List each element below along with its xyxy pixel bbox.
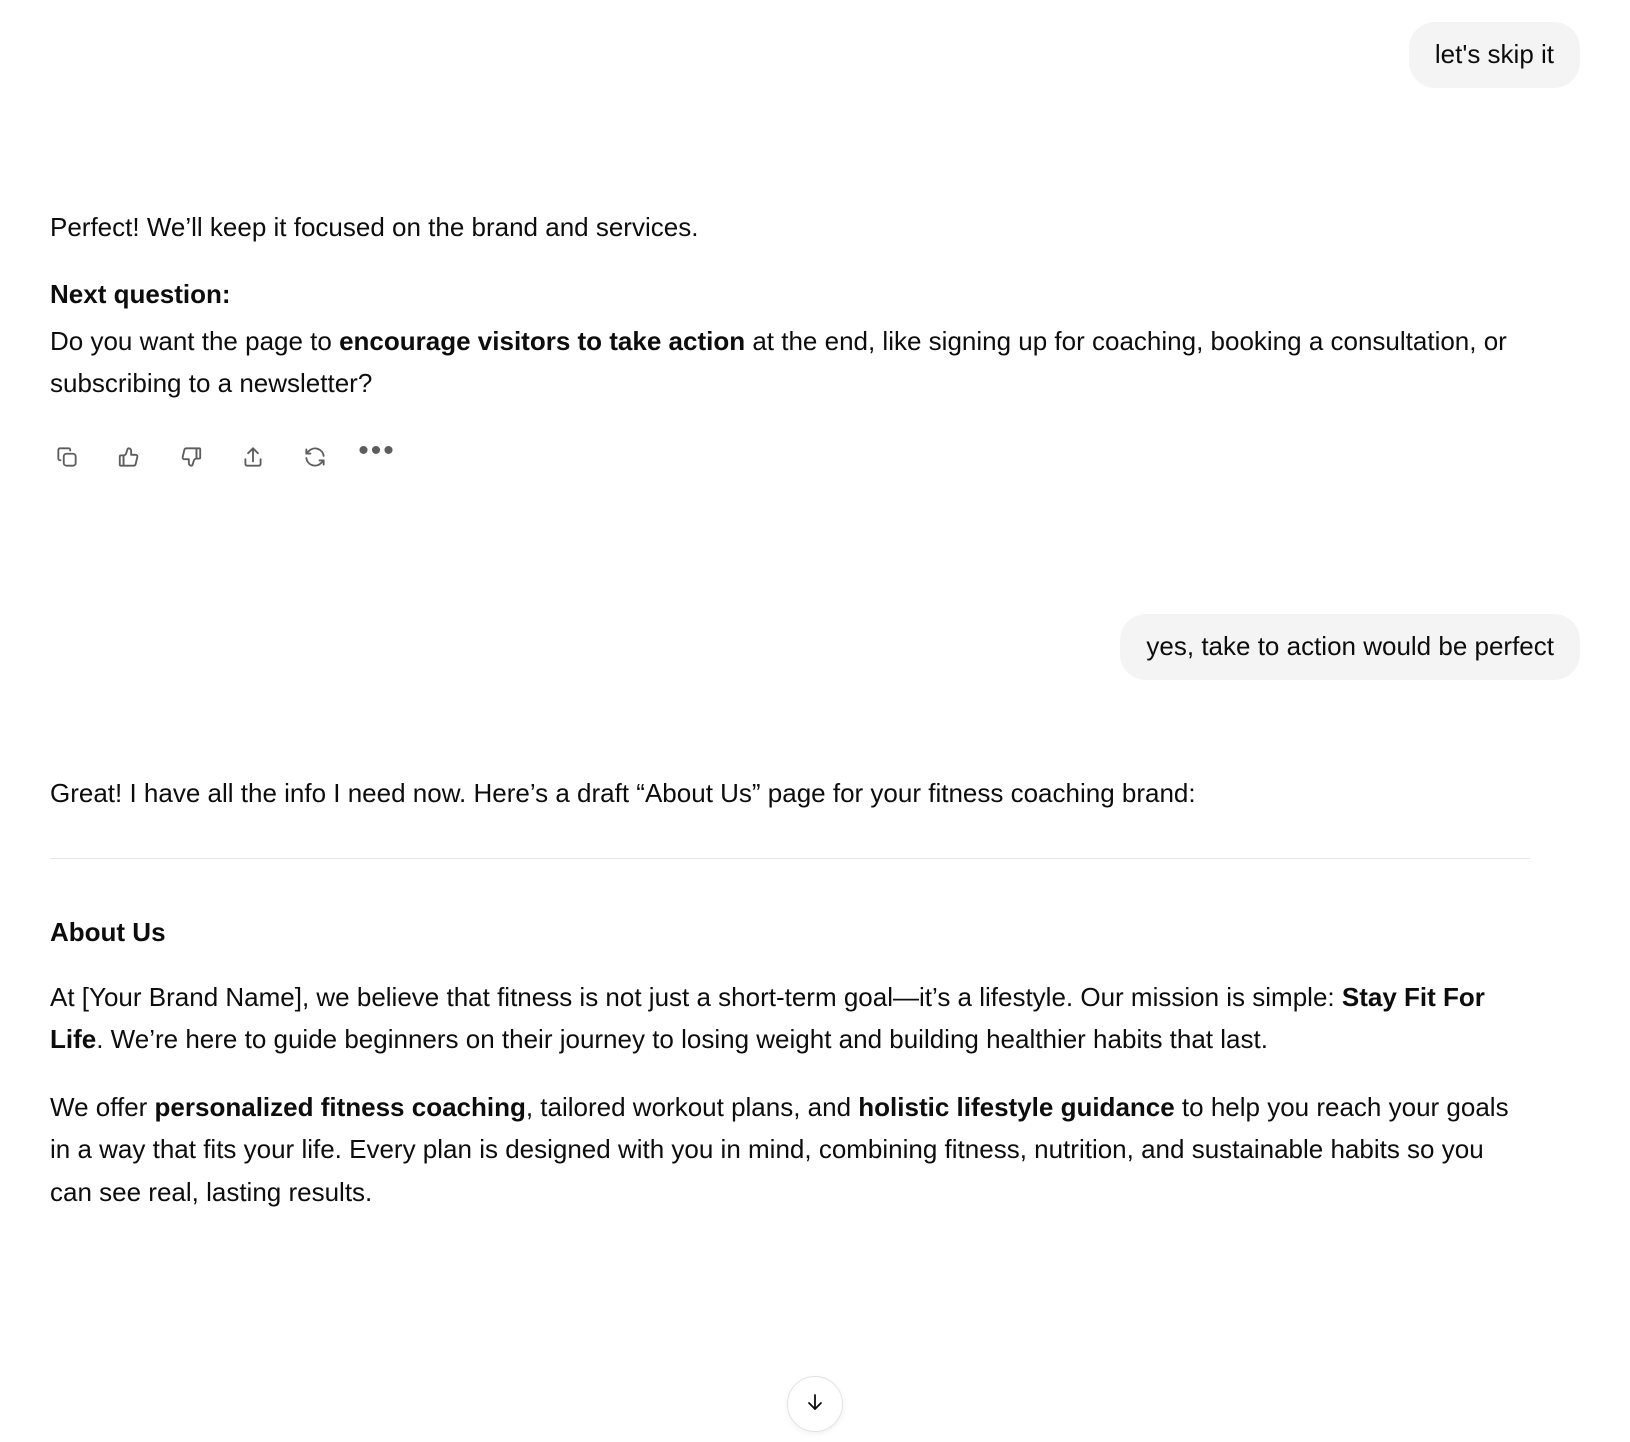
para2-bold-phrase-2: holistic lifestyle guidance xyxy=(858,1092,1175,1123)
para2-part-1: We offer xyxy=(50,1092,155,1123)
copy-icon[interactable] xyxy=(50,440,84,474)
about-us-heading: About Us xyxy=(50,917,166,948)
question-part-2: at the end, like signing up for coaching, booking a consultation, or subscribing to a newsletter? xyxy=(50,326,1507,399)
thumbs-up-icon[interactable] xyxy=(112,440,146,474)
user-message-row xyxy=(50,22,1580,88)
about-us-paragraph-1 xyxy=(50,976,1530,1060)
message-action-bar xyxy=(50,434,1530,474)
next-question-label: Next question: xyxy=(50,278,231,309)
share-icon[interactable] xyxy=(236,440,270,474)
assistant-intro-text: Great! I have all the info I need now. Here’s a draft “About Us” page for your fitness coaching brand: xyxy=(50,778,1196,808)
more-options-icon[interactable] xyxy=(358,434,396,474)
assistant-question-text xyxy=(50,320,1530,404)
about-us-paragraph-2 xyxy=(50,1086,1530,1212)
spacer-after-user-1 xyxy=(50,88,1580,206)
question-part-1: Do you want the page to xyxy=(50,326,340,357)
arrow-down-icon xyxy=(803,1390,827,1419)
thumbs-down-icon[interactable] xyxy=(174,440,208,474)
para1-part-1: At [Your Brand Name], we believe that fitness is not just a short-term goal—it’s a lifestyle. Our mission is simple: xyxy=(50,982,1342,1013)
assistant-message xyxy=(50,772,1530,1213)
para1-bold-phrase: Stay Fit For Life xyxy=(50,982,1485,1055)
spacer-after-assistant-1 xyxy=(50,474,1580,614)
ellipsis-glyph: ••• xyxy=(358,434,396,468)
spacer-after-user-2 xyxy=(50,680,1580,772)
para1-part-2: . We’re here to guide beginners on their journey to losing weight and building healthier habits that last. xyxy=(96,1024,1268,1055)
assistant-message xyxy=(50,206,1530,475)
para2-part-3: to help you reach your goals in a way that fits your life. Every plan is designed with you in mind, combining fitness, nutrition, and sustainable habits so you can see real, lasting results. xyxy=(50,1092,1509,1207)
para2-part-2: , tailored workout plans, and xyxy=(525,1092,859,1123)
user-message-bubble[interactable]: let's skip it xyxy=(1409,22,1580,88)
scroll-to-bottom-button[interactable] xyxy=(787,1376,843,1432)
section-divider xyxy=(50,858,1530,859)
user-message-row xyxy=(50,614,1580,680)
para2-bold-phrase-1: personalized fitness coaching xyxy=(154,1092,526,1123)
assistant-intro-text: Perfect! We’ll keep it focused on the brand and services. xyxy=(50,211,699,242)
user-message-bubble[interactable]: yes, take to action would be perfect xyxy=(1120,614,1580,680)
regenerate-icon[interactable] xyxy=(298,440,332,474)
top-spacer xyxy=(50,0,1580,22)
question-bold-phrase: encourage visitors to take action xyxy=(339,326,746,357)
